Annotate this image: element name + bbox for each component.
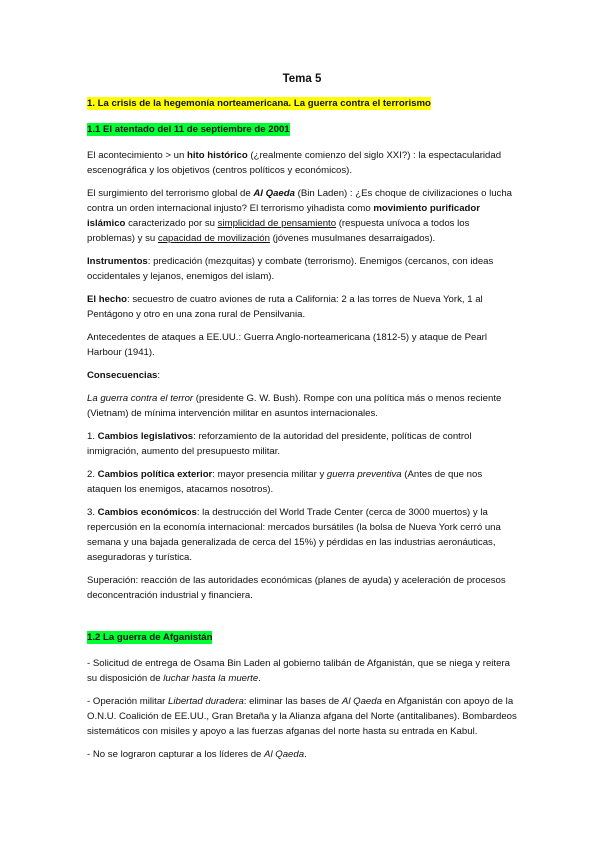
text-run: : predicación (mezquitas) y combate (terrorismo). Enemigos (cercanos, con ideas occidentales y lejanos, enemigos del islam).: [87, 256, 494, 282]
text-run: : reforzamiento de la autoridad del presidente, políticas de control inmigración, aumento del presupuesto militar.: [87, 431, 472, 457]
text-run: :: [157, 370, 161, 381]
paragraph-cambios-economicos: [87, 505, 517, 565]
text-run: (Antes de que nos ataquen los enemigos, atacamos nosotros).: [87, 469, 483, 495]
document-page: [87, 68, 517, 770]
text-run: - Operación militar: [87, 696, 169, 707]
bold-run: movimiento purificador islámico: [87, 203, 480, 229]
section-heading-1-2: [87, 630, 517, 645]
text-run: - Solicitud de entrega de Osama Bin Laden al gobierno talibán de Afganistán, que se niega y reitera su disposición de: [87, 658, 510, 684]
section-heading-1: [87, 96, 517, 111]
text-run: (respuesta unívoca a todos los problemas) y su: [87, 218, 470, 244]
paragraph-hecho: [87, 292, 517, 322]
paragraph-solicitud: [87, 656, 517, 686]
bold-run: Instrumentos: [87, 256, 148, 267]
text-run: (presidente G. W. Bush). Rompe con una política más o menos reciente (Vietnam) de mínima intervención militar en asuntos internacionales.: [87, 393, 502, 419]
text-run: (¿realmente comienzo del siglo XXI?) : la espectacularidad escenográfica y los objetivos (centros políticos y económicos).: [87, 150, 502, 176]
paragraph-surgimiento: [87, 186, 517, 246]
heading-1-2-text: 1.2 La guerra de Afganistán: [87, 632, 213, 643]
bold-run: El hecho: [87, 294, 127, 305]
bold-run: hito histórico: [187, 150, 248, 161]
bold-italic-run: Al Qaeda: [253, 188, 295, 199]
bold-run: Cambios económicos: [97, 507, 197, 518]
paragraph-superacion: Superación: reacción de las autoridades económicas (planes de ayuda) y aceleración de procesos deconcentración industrial y financiera.: [87, 575, 506, 601]
text-run: .: [304, 749, 307, 760]
document-title: Tema 5: [282, 73, 322, 85]
heading-1-1-text: 1.1 El atentado del 11 de septiembre de 2001: [87, 124, 290, 135]
paragraph-guerra-terror: [87, 391, 517, 421]
underline-run: simplicidad de pensamiento: [217, 218, 337, 229]
paragraph-cambios-politica: [87, 467, 517, 497]
text-run: : eliminar las bases de: [243, 696, 342, 707]
text-run: caracterizado por su: [125, 218, 218, 229]
bold-run: Cambios política exterior: [97, 469, 213, 480]
text-run: : secuestro de cuatro aviones de ruta a California: 2 a las torres de Nueva York, 1 al Pentágono y otro en una zona rural de Pensilvania.: [87, 294, 483, 320]
text-run: - No se lograron capturar a los líderes de: [87, 749, 265, 760]
text-run: .: [258, 673, 261, 684]
paragraph-no-lograron: [87, 747, 517, 762]
paragraph-acontecimiento: [87, 148, 517, 178]
italic-run: luchar hasta la muerte: [163, 673, 259, 684]
paragraph-consecuencias: [87, 368, 517, 383]
text-run: 1.: [87, 431, 98, 442]
paragraph-antecedentes: Antecedentes de ataques a EE.UU.: Guerra Anglo-norteamericana (1812-5) y ataque de Pearl Harbour (1941).: [87, 332, 487, 358]
paragraph-operacion: [87, 694, 517, 739]
text-run: (Bin Laden) : ¿Es choque de civilizaciones o lucha contra un orden internacional injusto? El terrorismo yihadista como: [87, 188, 513, 214]
text-run: (jóvenes musulmanes desarraigados).: [269, 233, 436, 244]
heading-1-text: 1. La crisis de la hegemonía norteamericana. La guerra contra el terrorismo: [87, 98, 431, 109]
italic-run: La guerra contra el terror: [87, 393, 194, 404]
text-run: El surgimiento del terrorismo global de: [87, 188, 254, 199]
italic-run: Al Qaeda: [341, 696, 382, 707]
text-run: 2.: [87, 469, 98, 480]
underline-run: capacidad de movilización: [157, 233, 270, 244]
italic-run: Al Qaeda: [264, 749, 305, 760]
text-run: 3.: [87, 507, 98, 518]
italic-run: guerra preventiva: [326, 469, 402, 480]
bold-run: Cambios legislativos: [97, 431, 194, 442]
text-run: en Afganistán con apoyo de la O.N.U. Coalición de EE.UU., Gran Bretaña y la Alianza afgana del Norte (antitalibanes). Bombardeos sistemáticos con misiles y apoyo a las fuerzas afganas del norte hasta su entrada en Kabul.: [87, 696, 517, 737]
paragraph-cambios-legislativos: [87, 429, 517, 459]
text-run: : la destrucción del World Trade Center (cerca de 3000 muertos) y la repercusión en la economía internacional: mercados bursátiles (la bolsa de Nueva York cerró una semana y una bajada generalizada de cerca del 15%) y pérdidas en las industrias aeronáuticas, aseguradoras y turística.: [87, 507, 501, 563]
section-heading-1-1: [87, 122, 517, 137]
italic-run: Libertad duradera: [168, 696, 244, 707]
paragraph-instrumentos: [87, 254, 517, 284]
spacer: [87, 611, 517, 630]
text-run: El acontecimiento > un: [87, 150, 187, 161]
text-run: : mayor presencia militar y: [212, 469, 327, 480]
bold-run: Consecuencias: [87, 370, 158, 381]
